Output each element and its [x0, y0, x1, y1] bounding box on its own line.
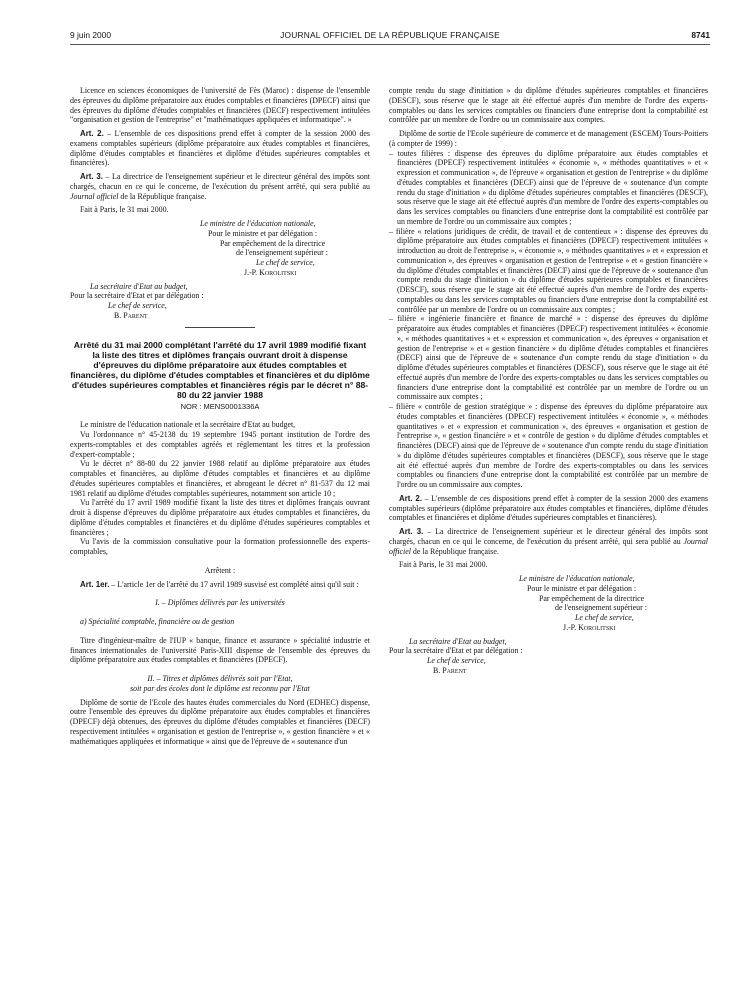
header-date: 9 juin 2000 [70, 30, 111, 40]
signature-block-minister-left: Le ministre de l'éducation nationale, Pour le ministre et par délégation : Par empêchement de la directrice de l'enseignement supérieur : Le chef de service, J.-P. Korolitski [200, 219, 328, 277]
section-2-heading-2: soit par des écoles dont le diplôme est reconnu par l'Etat [130, 683, 310, 693]
article-2-right: Art. 2. – L'ensemble de ces dispositions prend effet à compter de la session 2000 des examens comptables supérieurs (diplôme préparatoire aux études comptables et financières, diplôme d'études comptables et financières et diplôme d'études supérieures comptables et financières). [389, 493, 708, 523]
article-2-left: Art. 2. – L'ensemble de ces dispositions prend effet à compter de la session 2000 des examens comptables supérieurs (diplôme préparatoire aux études comptables et financières, diplôme d'études comptables et financières et diplôme d'études supérieures comptables et financières). [70, 129, 370, 168]
subsection-a-heading: a) Spécialité comptable, financière ou de gestion [80, 617, 235, 626]
arrete-title: Arrêté du 31 mai 2000 complétant l'arrêté du 17 avril 1989 modifié fixant la liste des titres et diplômes français ouvrant droit à dispense d'épreuves du diplôme préparatoire aux études comptables et financières, du diplôme d'études comptables et financières et du diplôme d'études supérieures comptables et financières régis par le décret n° 88-80 du 22 janvier 1988 [70, 339, 370, 400]
visa-0: Le ministre de l'éducation nationale et la secrétaire d'Etat au budget, [80, 420, 296, 430]
arretent: Arrêtent : [204, 565, 236, 575]
fait-a-paris-right: Fait à Paris, le 31 mai 2000. [399, 560, 488, 570]
edhec-continuation: compte rendu du stage d'initiation » du diplôme d'études supérieures comptables et financières (DESCF), sous réserve que le stage ait été effectué auprès d'un membre de l'ordre des experts-comptables ou dans les services comptables ou financiers d'une entreprise dont la comptabilité est contrôlée par un membre de l'ordre ou un commissaire aux comptes. [389, 86, 708, 125]
edhec-paragraph: Diplôme de sortie de l'Ecole des hautes études commerciales du Nord (EDHEC) dispense, outre l'ensemble des épreuves du diplôme préparatoire aux études comptables et financières (DPECF) déjà obtenues, des épreuves du diplôme d'études comptables et financières (DECF) respectivement intitulées « organisation et gestion de l'entreprise », « gestion financière » et « mathématiques appliquées et informatique » ainsi que de l'épreuve de « soutenance d'un [70, 697, 370, 746]
article-3-right: Art. 3. – La directrice de l'enseignement supérieur et le directeur général des impôts sont chargés, chacun en ce qui le concerne, de l'exécution du présent arrêté, qui sera publié au Journal officiel de la République française. [389, 527, 709, 556]
escem-item-ingenierie-financiere: – filière « ingénierie financière et finance de marché » : dispense des épreuves du diplôme préparatoire aux études comptables et financières (DPECF) respectivement intitulées « économie », « méthodes quantitatives » et « expression et communication », des épreuves « organisation et gestion de l'entreprise » et « gestion financière » du diplôme d'études comptables et financières (DECF) ainsi que de l'épreuve de « soutenance d'un compte rendu du stage d'initiation » du diplôme d'études supérieures comptables et financières (DESCF), sous réserve que le stage ait été effectué auprès d'un membre de l'ordre des experts-comptables ou dans les services comptables ou financiers d'une entreprise dont la comptabilité est contrôlée par un membre de l'ordre ou un commissaire aux comptes ; [389, 314, 708, 402]
visa-3: Vu l'arrêté du 17 avril 1989 modifié fixant la liste des titres et diplômes français ouvrant droit à dispense d'épreuves du diplôme préparatoire aux études comptables et financières, du diplôme d'études comptables et financières et du diplôme d'études supérieures comptables et financières ; [70, 498, 370, 537]
escem-paragraph: Diplôme de sortie de l'Ecole supérieure de commerce et de management (ESCEM) Tours-Poitiers (à compter de 1999) : [389, 129, 708, 148]
article-3-left: Art. 3. – La directrice de l'enseignement supérieur et le directeur général des impôts sont chargés, chacun en ce qui le concerne, de l'exécution du présent arrêté, qui sera publié au Journal officiel de la République française. [70, 172, 370, 201]
signature-block-minister-right: Le ministre de l'éducation nationale, Pour le ministre et par délégation : Par empêchement de la directrice de l'enseignement supérieur : Le chef de service, J.-P. Korolitski [519, 574, 647, 632]
separator-rule [185, 327, 255, 328]
page-header [70, 30, 710, 45]
right-column [389, 86, 708, 676]
iup-paragraph: Titre d'ingénieur-maître de l'IUP « banque, finance et assurance » spécialité industrie et finances internationales de l'université Paris-XIII dispense de l'ensemble des épreuves du diplôme préparatoire aux études comptables et financières (DPECF). [70, 635, 370, 665]
fait-a-paris-left: Fait à Paris, le 31 mai 2000. [80, 205, 169, 215]
article-1: Art. 1er. – L'article 1er de l'arrêté du 17 avril 1989 susvisé est complété ainsi qu'il suit : [80, 579, 359, 589]
signature-block-budget-left: La secrétaire d'Etat au budget, Pour la secrétaire d'Etat et par délégation : Le chef de service, B. Parent [70, 281, 204, 320]
left-column [70, 86, 370, 746]
visa-2: Vu le décret n° 88-80 du 22 janvier 1988 relatif au diplôme préparatoire aux études comptables et financières, au diplôme d'études comptables et financières et au diplôme d'études supérieures comptables et financières, et abrogeant le décret n° 81-537 du 12 mai 1981 relatif au diplôme d'études comptables supérieures, notamment son article 10 ; [70, 459, 370, 498]
signature-block-budget-right: La secrétaire d'Etat au budget, Pour la secrétaire d'Etat et par délégation : Le chef de service, B. Parent [389, 636, 523, 675]
escem-item-controle-gestion: – filière « contrôle de gestion stratégique » : dispense des épreuves du diplôme préparatoire aux études comptables et financières (DPECF) respectivement intitulées « économie », « méthodes quantitatives » et « expression et communication », des épreuves « organisation et gestion de l'entreprise », « gestion financière » et « contrôle de gestion » du diplôme d'études comptables et financières (DECF) ainsi que de l'épreuve de « soutenance d'un compte rendu du stage d'initiation » du diplôme d'études supérieures comptables et financières (DESCF), sous réserve que le stage ait été effectué auprès d'un membre de l'ordre des experts-comptables ou dans les services comptables ou financiers d'une entreprise dont la comptabilité est contrôlée par un membre de l'ordre ou un commissaire aux comptes. [389, 402, 708, 489]
visa-1: Vu l'ordonnance n° 45-2138 du 19 septembre 1945 portant institution de l'ordre des experts-comptables et des comptables agréés et réglementant les titres et la profession d'expert-comptable ; [70, 430, 370, 459]
header-page-number: 8741 [691, 30, 710, 40]
intro-paragraph: Licence en sciences économiques de l'université de Fès (Maroc) : dispense de l'ensemble des épreuves du diplôme préparatoire aux études comptables et financières (DPECF) ainsi que des épreuves du diplôme d'études comptables et financières (DECF) respectivement intitulées "organisation et gestion de l'entreprise" et "mathématiques appliquées et informatique". » [70, 86, 370, 125]
nor-reference: NOR : MENS0001336A [180, 401, 260, 411]
escem-item-relations-juridiques: – filière « relations juridiques de crédit, de travail et de contentieux » : dispense des épreuves du diplôme préparatoire aux études comptables et financières (DPECF) respectivement intitulées « introduction au droit de l'entreprise », « économie », « méthodes quantitatives » et « expression et communication », des épreuves « organisation et gestion de l'entreprise » et « gestion financière » du diplôme d'études comptables et financières (DECF) ainsi que de l'épreuve de « soutenance d'un compte rendu du stage d'initiation » du diplôme d'études supérieures comptables et financières (DESCF), sous réserve que le stage ait été effectué auprès d'un membre de l'ordre des experts-comptables ou dans les services comptables ou financiers d'une entreprise dont la comptabilité est contrôlée par un membre de l'ordre ou un commissaire aux comptes ; [389, 226, 708, 314]
visa-4: Vu l'avis de la commission consultative pour la formation professionnelle des experts-comptables, [70, 537, 370, 556]
section-1-heading: I. – Diplômes délivrés par les universités [155, 598, 285, 608]
section-2-heading-1: II. – Titres et diplômes délivrés soit par l'Etat, [147, 674, 293, 683]
header-journal-title: JOURNAL OFFICIEL DE LA RÉPUBLIQUE FRANÇAISE [280, 30, 500, 40]
escem-item-toutes-filieres: – toutes filières : dispense des épreuves du diplôme préparatoire aux études comptables et financières (DPECF) respectivement intitulées « économie », « méthodes quantitatives » et « expression et communication », de l'épreuve « organisation et gestion de l'entreprise » du diplôme d'études comptables et financières (DECF) ainsi que de l'épreuve de « soutenance d'un compte rendu du stage d'initiation » du diplôme d'études supérieures comptables et financières (DESCF), sous réserve que le stage ait été effectué auprès d'un membre de l'ordre des experts-comptables ou dans les services comptables ou financiers d'une entreprise dont la comptabilité est contrôlée par un membre de l'ordre ou un commissaire aux comptes ; [389, 148, 708, 226]
